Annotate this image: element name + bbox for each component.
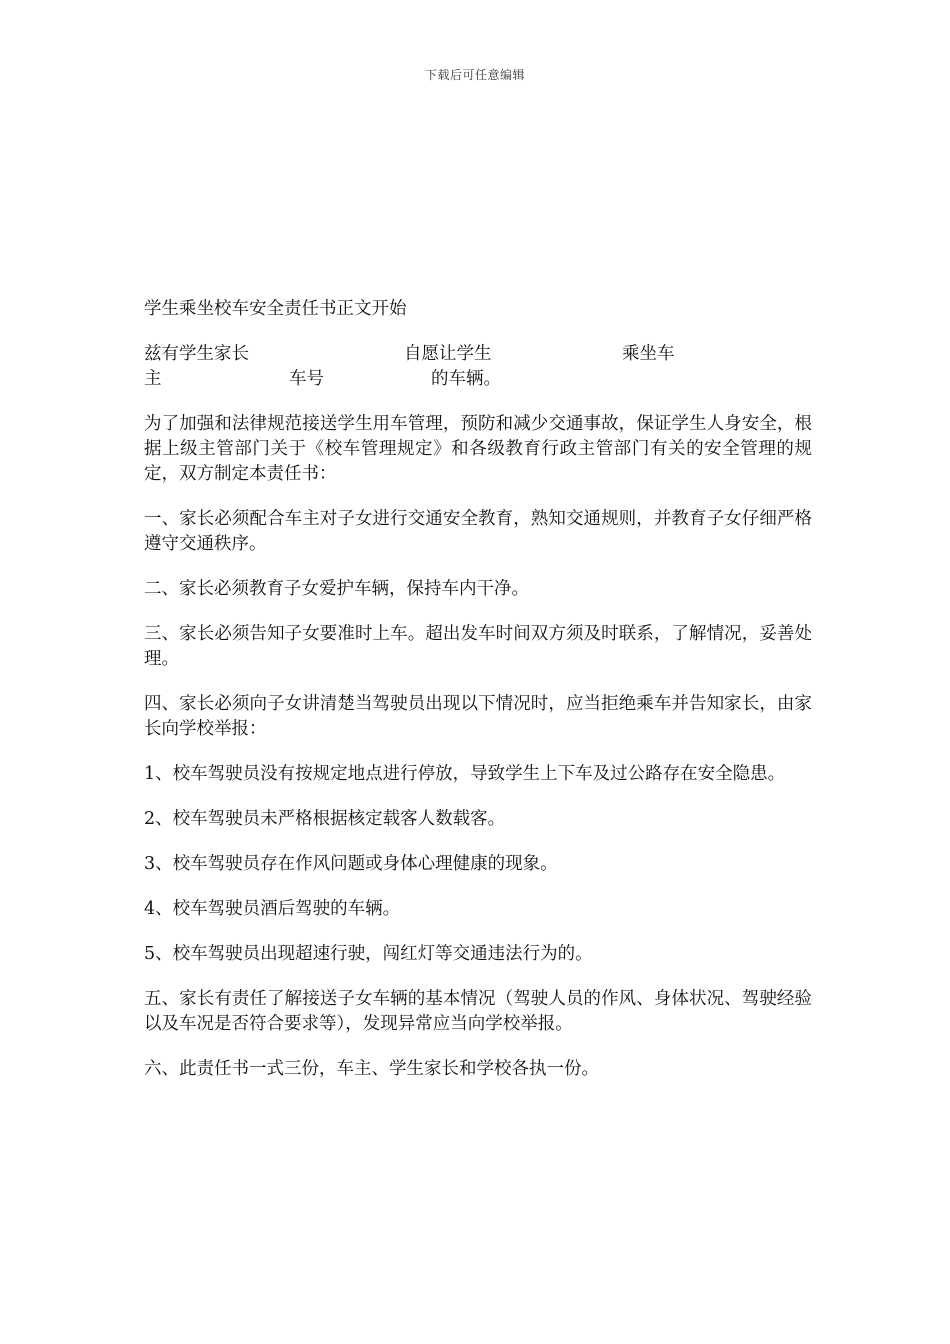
document-title: 学生乘坐校车安全责任书正文开始	[144, 299, 407, 319]
intro-line-2	[144, 367, 812, 392]
paragraph-clause-2: 二、家长必须教育子女爱护车辆，保持车内干净。	[144, 579, 529, 599]
intro-text: 兹有学生家长	[144, 344, 249, 364]
paragraph-item-5: 5、校车驾驶员出现超速行驶，闯红灯等交通违法行为的。	[144, 944, 593, 964]
paragraph-clause-5: 五、家长有责任了解接送子女车辆的基本情况（驾驶人员的作风、身体状况、驾驶经验以及车况是否符合要求等），发现异常应当向学校举报。	[144, 989, 812, 1034]
paragraph-clause-6: 六、此责任书一式三份，车主、学生家长和学校各执一份。	[144, 1059, 599, 1079]
paragraph-item-3: 3、校车驾驶员存在作风问题或身体心理健康的现象。	[144, 854, 558, 874]
intro-line-1	[144, 342, 812, 367]
document-body	[144, 297, 812, 1102]
paragraph-preamble: 为了加强和法律规范接送学生用车管理，预防和减少交通事故，保证学生人身安全，根据上级主管部门关于《校车管理规定》和各级教育行政主管部门有关的安全管理的规定，双方制定本责任书：	[144, 414, 812, 484]
paragraph-item-2: 2、校车驾驶员未严格根据核定载客人数载客。	[144, 809, 506, 829]
header-note: 下载后可任意编辑	[424, 68, 525, 82]
intro-text: 的车辆。	[431, 369, 501, 389]
intro-text: 主	[144, 369, 162, 389]
paragraph-clause-3: 三、家长必须告知子女要准时上车。超出发车时间双方须及时联系，了解情况，妥善处理。	[144, 624, 812, 669]
intro-block	[144, 342, 812, 392]
intro-text: 车号	[289, 369, 324, 389]
paragraph-item-1: 1、校车驾驶员没有按规定地点进行停放，导致学生上下车及过公路存在安全隐患。	[144, 764, 786, 784]
intro-text: 乘坐车	[622, 344, 675, 364]
paragraph-item-4: 4、校车驾驶员酒后驾驶的车辆。	[144, 899, 401, 919]
paragraph-clause-1: 一、家长必须配合车主对子女进行交通安全教育，熟知交通规则，并教育子女仔细严格遵守交通秩序。	[144, 509, 812, 554]
intro-text: 自愿让学生	[404, 344, 492, 364]
paragraph-clause-4: 四、家长必须向子女讲清楚当驾驶员出现以下情况时，应当拒绝乘车并告知家长，由家长向学校举报：	[144, 694, 812, 739]
